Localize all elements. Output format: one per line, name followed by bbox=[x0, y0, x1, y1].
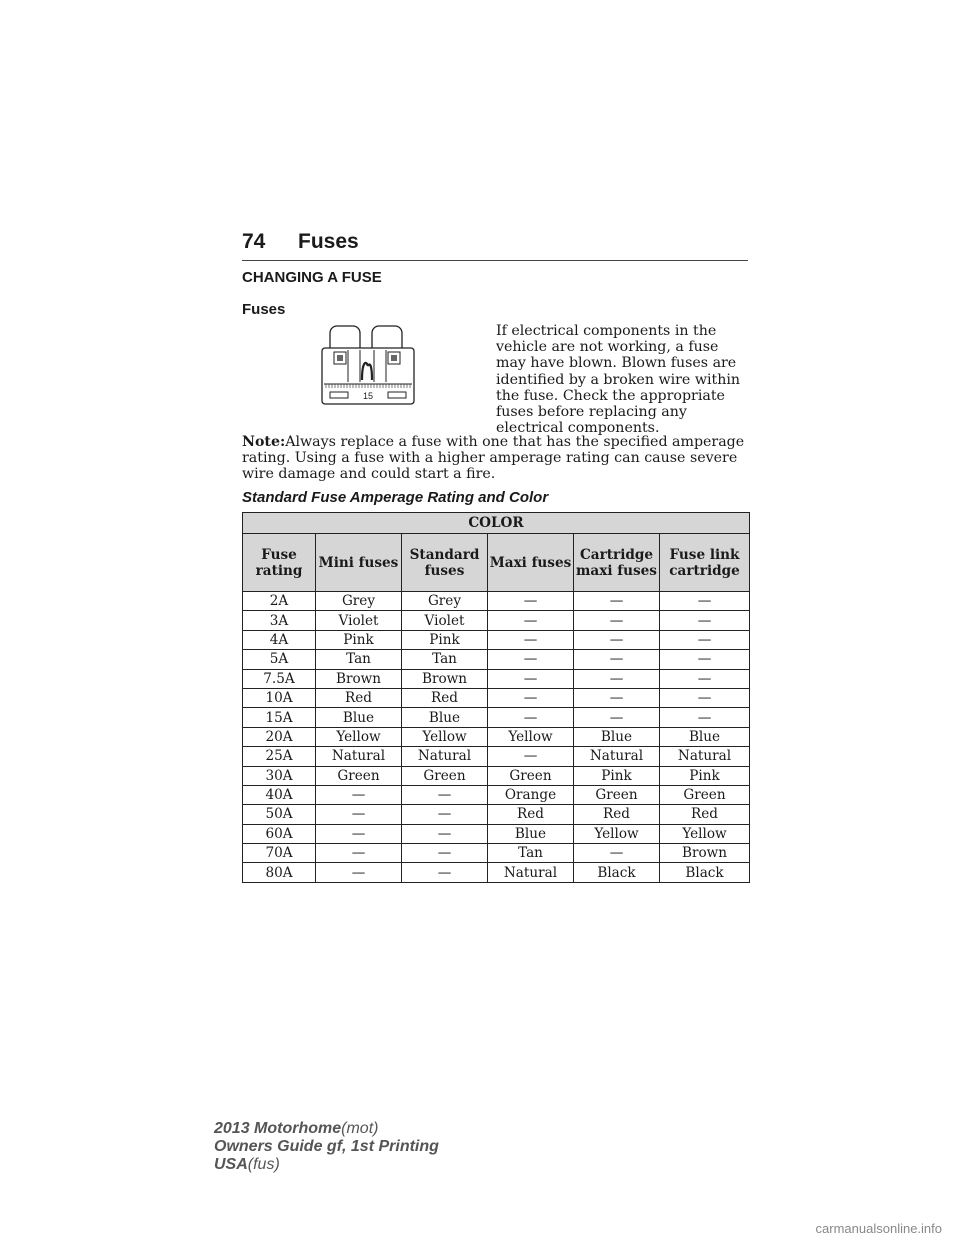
table-row bbox=[243, 708, 750, 727]
table-cell: — bbox=[660, 669, 750, 688]
table-row bbox=[243, 844, 750, 863]
table-cell: — bbox=[402, 824, 488, 843]
fuse-rating-table bbox=[242, 512, 750, 883]
table-cell: Pink bbox=[316, 630, 402, 649]
table-cell: Blue bbox=[660, 727, 750, 746]
table-cell: — bbox=[488, 592, 574, 611]
table-cell: Tan bbox=[488, 844, 574, 863]
table-cell: Red bbox=[402, 688, 488, 707]
table-caption: Standard Fuse Amperage Rating and Color bbox=[242, 489, 549, 506]
table-cell: — bbox=[488, 650, 574, 669]
table-cell: 2A bbox=[243, 592, 316, 611]
table-cell: Yellow bbox=[488, 727, 574, 746]
table-cell: — bbox=[488, 630, 574, 649]
table-cell: — bbox=[574, 844, 660, 863]
table-cell: Green bbox=[316, 766, 402, 785]
table-cell: Yellow bbox=[402, 727, 488, 746]
table-row bbox=[243, 611, 750, 630]
table-cell: Natural bbox=[574, 747, 660, 766]
table-cell: Pink bbox=[660, 766, 750, 785]
table-cell: — bbox=[660, 650, 750, 669]
page-number: 74 bbox=[242, 230, 266, 253]
table-cell: 25A bbox=[243, 747, 316, 766]
table-cell: Red bbox=[574, 805, 660, 824]
table-cell: 80A bbox=[243, 863, 316, 882]
table-row bbox=[243, 863, 750, 882]
table-cell: Yellow bbox=[574, 824, 660, 843]
fuse-description: If electrical components in the vehicle are not working, a fuse may have blown. Blown fuses are identified by a broken wire within the fuse. Check the appropriate fuses before replacing any electrical components. bbox=[496, 323, 741, 437]
table-row bbox=[243, 592, 750, 611]
watermark: carmanualsonline.info bbox=[815, 1221, 942, 1236]
table-cell: Black bbox=[660, 863, 750, 882]
table-cell: — bbox=[402, 844, 488, 863]
footer-model: 2013 Motorhome bbox=[214, 1120, 342, 1137]
table-cell: — bbox=[488, 708, 574, 727]
table-cell: Red bbox=[660, 805, 750, 824]
column-header: Fuse rating bbox=[243, 534, 316, 592]
column-header: Maxi fuses bbox=[488, 534, 574, 592]
column-header: Cartridge maxi fuses bbox=[574, 534, 660, 592]
table-cell: 70A bbox=[243, 844, 316, 863]
table-cell: — bbox=[574, 630, 660, 649]
document-footer bbox=[214, 1120, 439, 1174]
table-cell: — bbox=[660, 708, 750, 727]
table-cell: Brown bbox=[402, 669, 488, 688]
table-row bbox=[243, 805, 750, 824]
table-row bbox=[243, 766, 750, 785]
fuse-rating-label: 15 bbox=[362, 391, 374, 401]
table-cell: — bbox=[402, 785, 488, 804]
table-cell: 4A bbox=[243, 630, 316, 649]
column-header: Standard fuses bbox=[402, 534, 488, 592]
table-cell: Green bbox=[488, 766, 574, 785]
table-cell: Natural bbox=[488, 863, 574, 882]
page-title: Fuses bbox=[298, 230, 359, 253]
table-row bbox=[243, 630, 750, 649]
table-cell: — bbox=[402, 805, 488, 824]
note-paragraph bbox=[242, 434, 752, 483]
column-header: Mini fuses bbox=[316, 534, 402, 592]
table-cell: — bbox=[316, 785, 402, 804]
table-cell: Tan bbox=[316, 650, 402, 669]
table-cell: Blue bbox=[488, 824, 574, 843]
table-cell: — bbox=[574, 611, 660, 630]
table-cell: Yellow bbox=[660, 824, 750, 843]
table-cell: Brown bbox=[316, 669, 402, 688]
table-cell: Red bbox=[488, 805, 574, 824]
table-cell: — bbox=[660, 592, 750, 611]
table-cell: — bbox=[660, 630, 750, 649]
table-cell: — bbox=[488, 688, 574, 707]
table-cell: — bbox=[574, 669, 660, 688]
table-cell: 5A bbox=[243, 650, 316, 669]
table-cell: Blue bbox=[316, 708, 402, 727]
table-cell: 15A bbox=[243, 708, 316, 727]
note-label: Note: bbox=[242, 434, 286, 450]
table-cell: — bbox=[316, 844, 402, 863]
table-cell: Blue bbox=[574, 727, 660, 746]
column-header: Fuse link cartridge bbox=[660, 534, 750, 592]
fuse-illustration bbox=[318, 322, 418, 408]
note-text: Always replace a fuse with one that has the specified amperage rating. Using a fuse with a higher amperage rating can cause severe wire damage and could start a fire. bbox=[242, 434, 745, 483]
table-cell: Yellow bbox=[316, 727, 402, 746]
table-cell: Green bbox=[402, 766, 488, 785]
table-cell: 40A bbox=[243, 785, 316, 804]
table-cell: Tan bbox=[402, 650, 488, 669]
table-cell: — bbox=[574, 592, 660, 611]
table-cell: Green bbox=[660, 785, 750, 804]
table-cell: Brown bbox=[660, 844, 750, 863]
table-row bbox=[243, 727, 750, 746]
footer-guide: Owners Guide gf, 1st Printing bbox=[214, 1138, 439, 1155]
table-cell: — bbox=[316, 824, 402, 843]
table-body bbox=[243, 592, 750, 883]
table-cell: Natural bbox=[316, 747, 402, 766]
table-cell: — bbox=[402, 863, 488, 882]
table-cell: — bbox=[660, 688, 750, 707]
table-cell: Natural bbox=[660, 747, 750, 766]
table-row bbox=[243, 669, 750, 688]
table-cell: Black bbox=[574, 863, 660, 882]
table-cell: — bbox=[574, 650, 660, 669]
footer-region-code: (fus) bbox=[247, 1156, 280, 1173]
table-cell: — bbox=[660, 611, 750, 630]
table-cell: Orange bbox=[488, 785, 574, 804]
table-cell: — bbox=[316, 863, 402, 882]
footer-model-code: (mot) bbox=[341, 1120, 379, 1137]
table-cell: Blue bbox=[402, 708, 488, 727]
table-cell: — bbox=[574, 688, 660, 707]
table-span-header: COLOR bbox=[243, 513, 750, 534]
table-cell: — bbox=[574, 708, 660, 727]
table-cell: 50A bbox=[243, 805, 316, 824]
section-heading: CHANGING A FUSE bbox=[242, 269, 382, 286]
table-cell: — bbox=[316, 805, 402, 824]
table-cell: Pink bbox=[574, 766, 660, 785]
table-cell: — bbox=[488, 611, 574, 630]
table-row bbox=[243, 785, 750, 804]
subheading: Fuses bbox=[242, 301, 286, 318]
footer-region: USA bbox=[214, 1156, 248, 1173]
table-cell: — bbox=[488, 669, 574, 688]
table-cell: Grey bbox=[316, 592, 402, 611]
table-cell: Violet bbox=[316, 611, 402, 630]
table-cell: Pink bbox=[402, 630, 488, 649]
table-cell: 60A bbox=[243, 824, 316, 843]
table-cell: Green bbox=[574, 785, 660, 804]
table-row bbox=[243, 650, 750, 669]
table-cell: 10A bbox=[243, 688, 316, 707]
table-cell: Natural bbox=[402, 747, 488, 766]
table-cell: Red bbox=[316, 688, 402, 707]
table-row bbox=[243, 824, 750, 843]
page-header bbox=[242, 228, 748, 261]
table-row bbox=[243, 747, 750, 766]
table-cell: — bbox=[488, 747, 574, 766]
table-cell: 7.5A bbox=[243, 669, 316, 688]
table-cell: 20A bbox=[243, 727, 316, 746]
table-cell: 30A bbox=[243, 766, 316, 785]
table-cell: 3A bbox=[243, 611, 316, 630]
table-row bbox=[243, 688, 750, 707]
table-cell: Grey bbox=[402, 592, 488, 611]
table-cell: Violet bbox=[402, 611, 488, 630]
